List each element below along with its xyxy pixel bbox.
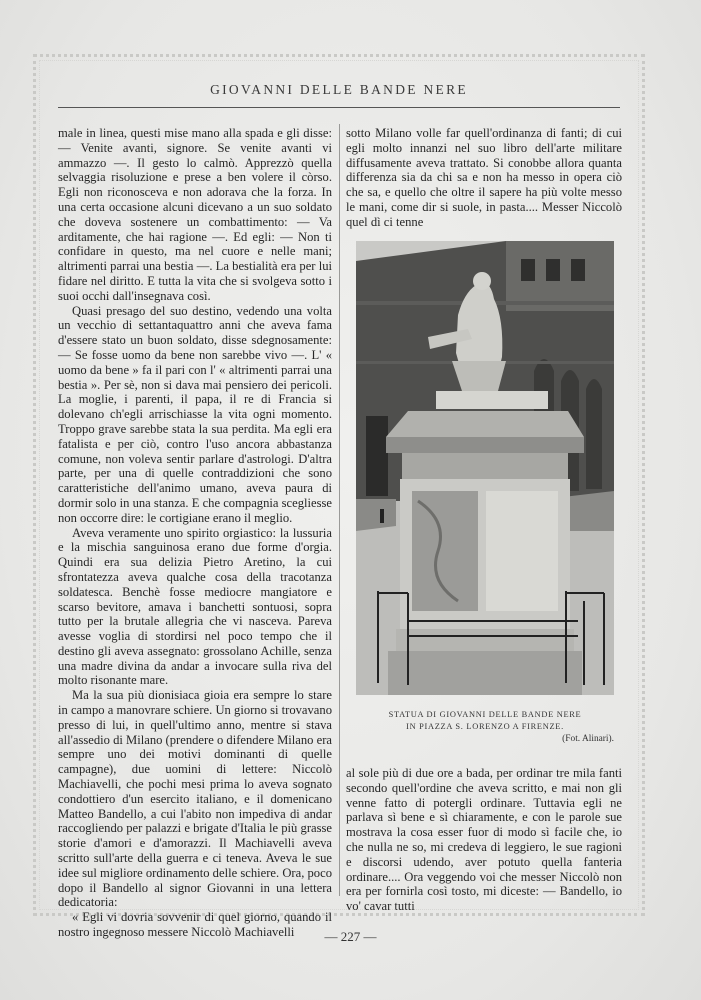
photo-credit: (Fot. Alinari). — [562, 734, 614, 744]
figure-caption — [356, 709, 614, 733]
paragraph: Aveva veramente uno spirito orgiastico: la lussuria e la mischia sanguinosa erano due forme d'orgia. Quindi era sua delizia Pietro Aretino, la cui sfrontatezza aveva qualche cosa della tracotanza soldatesca. Benchè fosse mediocre mangiatore e scarso bevitore, amava i banchetti sontuosi, sopra tutto per la brutale allegria che vi nasceva. Pareva avesse voglia di stordirsi nel poco tempo che il destino gli aveva assegnato: grossolano Achille, senza una madre divina da andar a invocare sulla riva del molto risonante mare. — [58, 525, 332, 688]
page-number: — 227 — — [324, 929, 377, 944]
paragraph: sotto Milano volle far quell'ordinanza di fanti; di cui egli molto innanzi nel suo libro dell'arte militare diffusamente aveva trattato. Si conobbe allora quanta differenza sia da chi sa e non ha messo in opera ciò che sa, e quello che oltre il sapere ha più volte messo le mani, come dir si suole, in pasta.... Messer Niccolò quel dì ci tenne — [346, 126, 622, 229]
statue-photograph — [356, 241, 614, 695]
header-rule — [58, 107, 620, 108]
paragraph: male in linea, questi mise mano alla spada e gli disse: — Venite avanti, signore. Se venite avanti vi ammazzo —. Il gesto lo calmò. Apprezzò quella selvaggia risoluzione e prese a ben volere il còrso. Egli non riconosceva e non adorava che la forza. In una certa occasione alcuni dicevano a un suo soldato che doveva sostenere un combattimento: — Va arditamente, che hai ragione —. Ed egli: — Non ti confidare in questo, ma nel cuore e nelle mani; altrimenti parrai una bestia —. La bestialità era per lui fidare nel diritto. E tutta la vita che si svolgeva sotto i suoi occhi dall'insegnava così. — [58, 126, 332, 303]
paragraph: Ma la sua più dionisiaca gioia era sempre lo stare in campo a manovrare schiere. Un giorno si trovavano presso di lui, in quell'ultimo anno, mentre si stava all'assedio di Milano (prendere o difendere Milano era sempre uno dei motivi dominanti di quelle campagne), due uomini di lettere: Niccolò Machiavelli, che pochi mesi prima lo aveva sognato condottiero d'un esercito italiano, e il domenicano Matteo Bandello, a cui l'abito non impediva di andar raccogliendo per palazzi e brigate d'Italia le più grasse storie d'amori e d'amorazzi. Il Machiavelli aveva scritto sull'arte della guerra e ci teneva. Aveva le sue idee sul migliore ordinamento delle schiere. Ora, poco dopo il Bandello al signor Giovanni in una lettera dedicatoria: — [58, 688, 332, 910]
caption-line: IN PIAZZA S. LORENZO A FIRENZE. — [406, 722, 564, 731]
paragraph: « Egli vi dovria sovvenir di quel giorno, quando il nostro ingegnoso messere Niccolò Machiavelli — [58, 910, 332, 940]
right-column-top — [346, 126, 622, 230]
left-column — [58, 126, 332, 940]
statue-illustration — [356, 241, 614, 695]
caption-line: STATUA DI GIOVANNI DELLE BANDE NERE — [388, 710, 582, 719]
right-column-bottom — [346, 766, 622, 914]
paragraph: al sole più di due ore a bada, per ordinar tre mila fanti secondo quell'ordine che aveva scritto, e mai non gli venne fatto di potergli ordinare. Tuttavia egli ne parlava sì bene e sì chiaramente, e con le parole sue mostrava la cosa esser fuor di modo sì facile che, io che nulla ne so, mi credeva di leggiero, le sue ragioni e discorsi udendo, aver potuto quella fanteria ordinare.... Ora veggendo voi che messer Niccolò non era per fornirla così tosto, mi diceste: — Bandello, io vo' cavar tutti — [346, 766, 622, 914]
paragraph: Quasi presago del suo destino, vedendo una volta un vecchio di settantaquattro anni che aveva fama d'essere stato un buon soldato, disse sdegnosamente: — Se fosse uomo da bene non sarebbe vivo —. L' « uomo da bene » fa il pari con l' « altrimenti parrai una bestia ». Per sè, non si dava mai pensiero dei pericoli. La moglie, i parenti, il papa, il re di Francia si dolevano ch'egli arrischiasse la vita ogni momento. Troppo grave sarebbe stata la sua perdita. Ma egli era fatalista e per ciò, contro l'uso ancora abbastanza comune, non voleva sentir parlare d'astrologi. D'altra parte, per una di quelle contraddizioni che sono caratteristiche dell'animo umano, aveva paura di dormir solo in una stanza. E che compagnia scegliesse non occorre dire: le cortigiane erano il meglio. — [58, 303, 332, 525]
column-rule — [339, 124, 340, 896]
running-header: GIOVANNI DELLE BANDE NERE — [210, 82, 468, 97]
